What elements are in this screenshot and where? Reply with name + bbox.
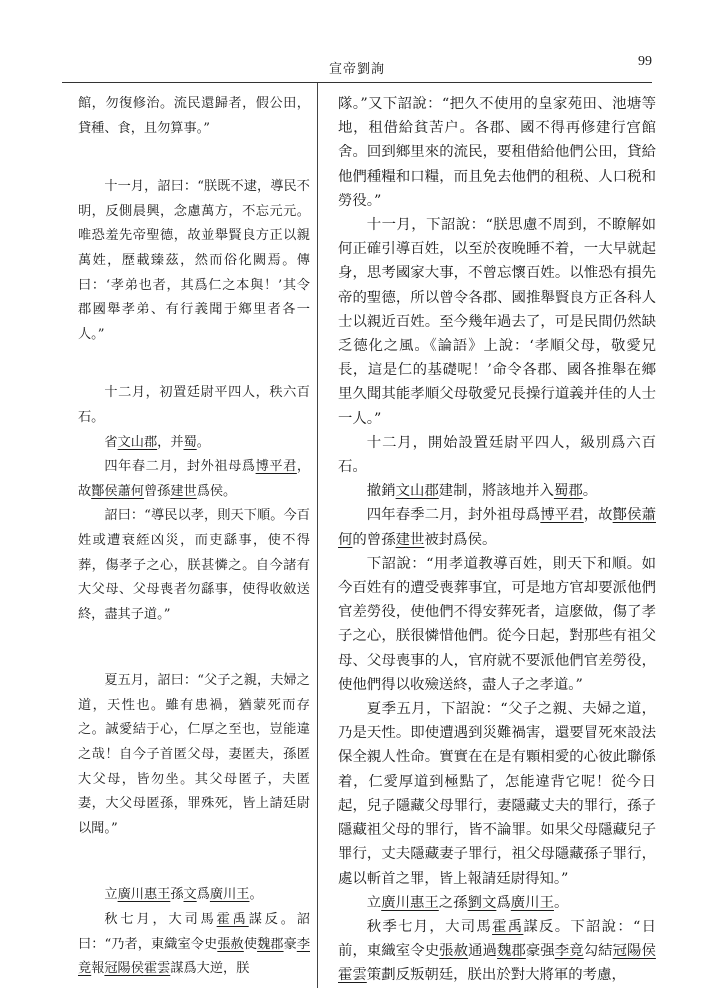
spacer	[78, 841, 310, 883]
translation-paragraph: 十二月，開始設置廷尉平四人，級別爲六百石。	[338, 434, 656, 476]
text-run: 豪	[283, 936, 297, 952]
classical-text-column	[78, 92, 310, 982]
translation-paragraph: 十一月，下詔說：“朕思慮不周到，不瞭解如何正確引導百姓，以至於夜晚睡不着，一大早就起身，思考國家大事，不曾忘懷百姓。以惟恐有損先帝的聖德，所以曾令各郡、國推舉賢良方正各科人士以親近百姓。至今幾年過去了，可是民間仍然缺乏德化之風。《論語》上說：‘孝順父母，敬愛兄長，這是仁的基礎呢！’命令各郡、國各推舉在鄉里久聞其能孝順父母敬愛兄長操行道義并佳的人士一人。”	[338, 217, 656, 427]
place-name: 蜀	[183, 434, 197, 450]
translation-paragraph	[338, 915, 656, 988]
page-header	[62, 48, 652, 83]
person-name: 李竟	[554, 943, 584, 960]
text-run: ，故	[78, 459, 311, 499]
place-name: 魏郡	[496, 943, 526, 960]
translation-paragraph: 隊。”又下詔說：“把久不使用的皇家苑田、池塘等地，租借給貧苦户。各郡、國不得再修建行宫館舍。回到鄉里來的流民，要租借給他們公田，貸給他們種糧和口糧，而且免去他們的租税、人口税和勞役。”	[338, 96, 656, 209]
person-name: 張赦	[217, 936, 244, 952]
title-name: 廣川惠王	[117, 887, 171, 903]
page-number: 99	[638, 54, 652, 69]
title-name: 酇侯	[91, 483, 118, 499]
text-run: 爲侯。	[196, 483, 237, 499]
text-run: 建制，將該地并入	[438, 483, 554, 500]
classical-paragraph: 館，勿復修治。流民還歸者，假公田，貸種、食，且勿算事。”	[78, 96, 310, 136]
text-run: 通過	[468, 943, 497, 960]
classical-paragraph	[78, 455, 310, 504]
text-run: 孫	[170, 887, 184, 903]
text-run: 四年春二月，封外祖母爲	[104, 459, 256, 475]
text-run: 的曾孫	[352, 531, 396, 548]
text-run: 。	[553, 894, 569, 911]
title-name: 廣川王	[510, 894, 554, 911]
text-run: 爲	[496, 894, 511, 911]
title-name: 廣川王	[209, 887, 250, 903]
text-run: 立	[366, 894, 382, 911]
person-name: 建世	[395, 531, 425, 548]
column-divider	[317, 83, 318, 988]
text-run: 秋季七月，大司馬	[366, 918, 493, 935]
text-run: 省	[104, 434, 118, 450]
text-run: 之孫	[438, 894, 468, 911]
person-name: 李竟	[78, 936, 310, 977]
classical-paragraph: 詔曰：“導民以孝，則天下順。今百姓或遭衰絰凶災，而吏繇事，使不得葬，傷孝子之心，朕甚憐之。自今諸有大父母、父母喪者勿繇事，使得收斂送終，盡其子道。”	[78, 508, 310, 622]
text-run: 爲	[196, 887, 210, 903]
translation-paragraph	[338, 503, 656, 551]
translation-paragraph	[338, 891, 656, 915]
text-run: ，并	[157, 434, 184, 450]
person-name: 霍禹	[216, 912, 249, 928]
spacer	[78, 627, 310, 669]
classical-paragraph	[78, 908, 310, 982]
title-name: 冠陽侯	[104, 961, 144, 977]
text-run: 勾結	[583, 943, 613, 960]
classical-paragraph: 夏五月，詔曰：“父子之親，夫婦之道，天性也。雖有患禍，猶蒙死而存之。誠愛結于心，仁厚之至也，豈能違之哉！自今子首匿父母，妻匿夫，孫匿大父母，皆勿坐。其父母匿子，夫匿妻，大父母匿孫，罪殊死，皆上請廷尉以聞。”	[78, 673, 310, 836]
person-name: 霍雲	[143, 961, 171, 977]
place-name: 文山郡	[117, 434, 158, 450]
text-run: 策劃反叛朝廷，朕出於對大將軍的考慮，	[366, 967, 626, 984]
running-title: 宣帝劉詢	[328, 62, 385, 77]
text-run: 撤銷	[366, 483, 396, 500]
classical-paragraph	[78, 431, 310, 456]
title-name: 酇侯	[612, 507, 642, 524]
person-name: 建世	[170, 483, 197, 499]
text-run: 曾孫	[143, 483, 171, 499]
classical-paragraph: 十一月，詔曰：“朕既不逮，導民不明，反側晨興，念慮萬方，不忘元元。唯恐羞先帝聖德，故並舉賢良方正以親萬姓，歷載臻茲，然而俗化闕焉。傳曰：‘孝弟也者，其爲仁之本與！’其令郡國舉孝弟、有行義聞于鄉里者各一人。”	[78, 179, 310, 342]
translation-paragraph	[338, 479, 656, 503]
title-name: 廣川惠王	[381, 894, 439, 911]
person-name: 文	[183, 887, 197, 903]
text-run: 謀反。下詔說：“日前，東織室令史	[338, 918, 656, 960]
text-run: 使	[243, 936, 258, 952]
place-name: 文山郡	[395, 483, 439, 500]
spacer	[78, 347, 310, 381]
classical-paragraph	[78, 883, 310, 908]
classical-paragraph: 十二月，初置廷尉平四人，秩六百石。	[78, 385, 310, 425]
person-name: 蕭何	[117, 483, 144, 499]
person-name: 蕭何	[338, 507, 656, 548]
place-name: 蜀郡	[553, 483, 583, 500]
title-name: 冠陽侯	[612, 943, 656, 960]
person-name: 霍禹	[492, 918, 524, 935]
text-run: 立	[104, 887, 118, 903]
person-name: 劉文	[467, 894, 497, 911]
text-run: 報	[91, 961, 105, 977]
title-name: 博平君	[540, 507, 584, 524]
title-name: 博平君	[255, 459, 297, 475]
text-run: 。	[582, 483, 598, 500]
text-run: 。	[249, 887, 263, 903]
spacer	[78, 141, 310, 175]
place-name: 魏郡	[257, 936, 284, 952]
text-run: 秋七月，大司馬	[104, 912, 217, 928]
text-run: 被封爲侯。	[424, 531, 497, 548]
text-run: ，故	[583, 507, 613, 524]
text-run: 謀反。詔曰：“乃者，東織室令史	[78, 912, 311, 952]
translation-paragraph: 夏季五月，下詔說：“父子之親、夫婦之道，乃是天性。即使遭遇到災難禍害，還要冒死來設法保全親人性命。實實在在是有顆相愛的心彼此聯係着，仁愛厚道到極點了，怎能違背它呢！從今日起，兒子隱藏父母罪行，妻隱藏丈夫的罪行，孫子隱藏祖父母的罪行，皆不論罪。如果父母隱藏兒子罪行，丈夫隱藏妻子罪行，祖父母隱藏孫子罪行，處以斬首之罪，皆上報請廷尉得知。”	[338, 701, 656, 887]
text-run: 謀爲大逆，朕	[170, 961, 250, 977]
person-name: 張赦	[439, 943, 469, 960]
translation-column	[338, 92, 656, 988]
person-name: 霍雲	[338, 967, 367, 984]
text-run: 四年春季二月，封外祖母爲	[366, 507, 541, 524]
text-run: 豪强	[525, 943, 555, 960]
translation-paragraph: 下詔說：“用孝道教導百姓，則天下和順。如今百姓有的遭受喪葬事宜，可是地方官却要派他們官差勞役，使他們不得安葬死者，這麽做，傷了孝子之心，朕很憐惜他們。從今日起，對那些有祖父母、父母喪事的人，官府就不要派他們官差勞役，使他們得以收殮送終，盡人子之孝道。”	[338, 555, 656, 693]
text-run: 。	[196, 434, 210, 450]
